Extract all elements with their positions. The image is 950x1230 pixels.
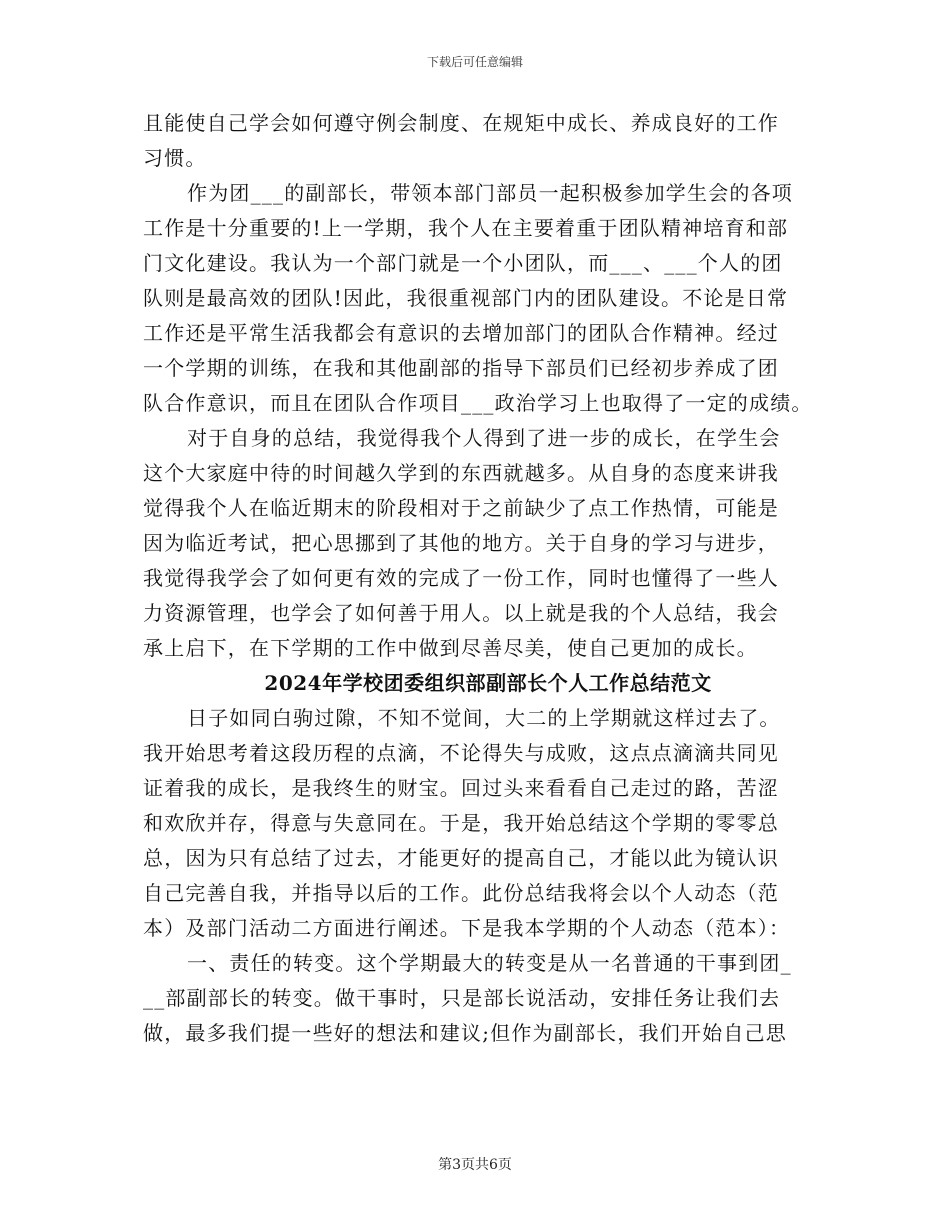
page-number-footer: 第3页共6页 (438, 1157, 512, 1173)
text-line: 总，因为只有总结了过去，才能更好的提高自己，才能以此为镜认识 (143, 846, 779, 870)
text-line: 习惯。 (143, 146, 207, 170)
text-line: 证着我的成长，是我终生的财宝。回过头来看看自己走过的路，苦涩 (143, 776, 779, 800)
text-line: 本）及部门活动二方面进行阐述。下是我本学期的个人动态（范本）： (143, 916, 791, 940)
page-header: 下载后可任意编辑 (426, 55, 523, 69)
text-line: 对于自身的总结，我觉得我个人得到了进一步的成长，在学生会 (187, 426, 781, 450)
text-line: __部副部长的转变。做干事时，只是部长说活动，安排任务让我们去 (143, 986, 781, 1010)
text-line: 和欢欣并存，得意与失意同在。于是，我开始总结这个学期的零零总 (143, 811, 779, 835)
text-line: 且能使自己学会如何遵守例会制度、在规矩中成长、养成良好的工作 (143, 111, 779, 135)
text-line: 自己完善自我，并指导以后的工作。此份总结我将会以个人动态（范 (143, 881, 779, 905)
text-line: 一、责任的转变。这个学期最大的转变是从一名普通的干事到团_ (187, 951, 792, 975)
text-line: 队则是最高效的团队!因此，我很重视部门内的团队建设。不论是日常 (143, 286, 789, 310)
text-line: 觉得我个人在临近期末的阶段相对于之前缺少了点工作热情，可能是 (143, 496, 779, 520)
text-line: 我觉得我学会了如何更有效的完成了一份工作，同时也懂得了一些人 (143, 566, 779, 590)
text-line: 工作还是平常生活我都会有意识的去增加部门的团队合作精神。经过 (143, 321, 779, 345)
text-line: 一个学期的训练，在我和其他副部的指导下部员们已经初步养成了团 (143, 356, 779, 380)
text-line: 承上启下，在下学期的工作中做到尽善尽美，使自己更加的成长。 (143, 636, 758, 660)
document-body (143, 106, 833, 1051)
text-line: 作为团___的副部长，带领本部门部员一起积极参加学生会的各项 (187, 181, 793, 205)
section-heading: 2024年学校团委组织部副部长个人工作总结范文 (264, 671, 712, 695)
text-line: 我开始思考着这段历程的点滴，不论得失与成败，这点点滴滴共同见 (143, 741, 779, 765)
text-line: 因为临近考试，把心思挪到了其他的地方。关于自身的学习与进步， (143, 531, 779, 555)
text-line: 工作是十分重要的!上一学期，我个人在主要着重于团队精神培育和部 (143, 216, 789, 240)
text-line: 队合作意识，而且在团队合作项目___政治学习上也取得了一定的成绩。 (143, 391, 813, 415)
text-line: 做，最多我们提一些好的想法和建议;但作为副部长，我们开始自己思 (143, 1021, 787, 1045)
text-line: 这个大家庭中待的时间越久学到的东西就越多。从自身的态度来讲我 (143, 461, 779, 485)
text-line: 力资源管理，也学会了如何善于用人。以上就是我的个人总结，我会 (143, 601, 779, 625)
text-line: 门文化建设。我认为一个部门就是一个小团队，而___、___个人的团 (143, 251, 783, 275)
text-line: 日子如同白驹过隙，不知不觉间，大二的上学期就这样过去了。 (187, 706, 781, 730)
